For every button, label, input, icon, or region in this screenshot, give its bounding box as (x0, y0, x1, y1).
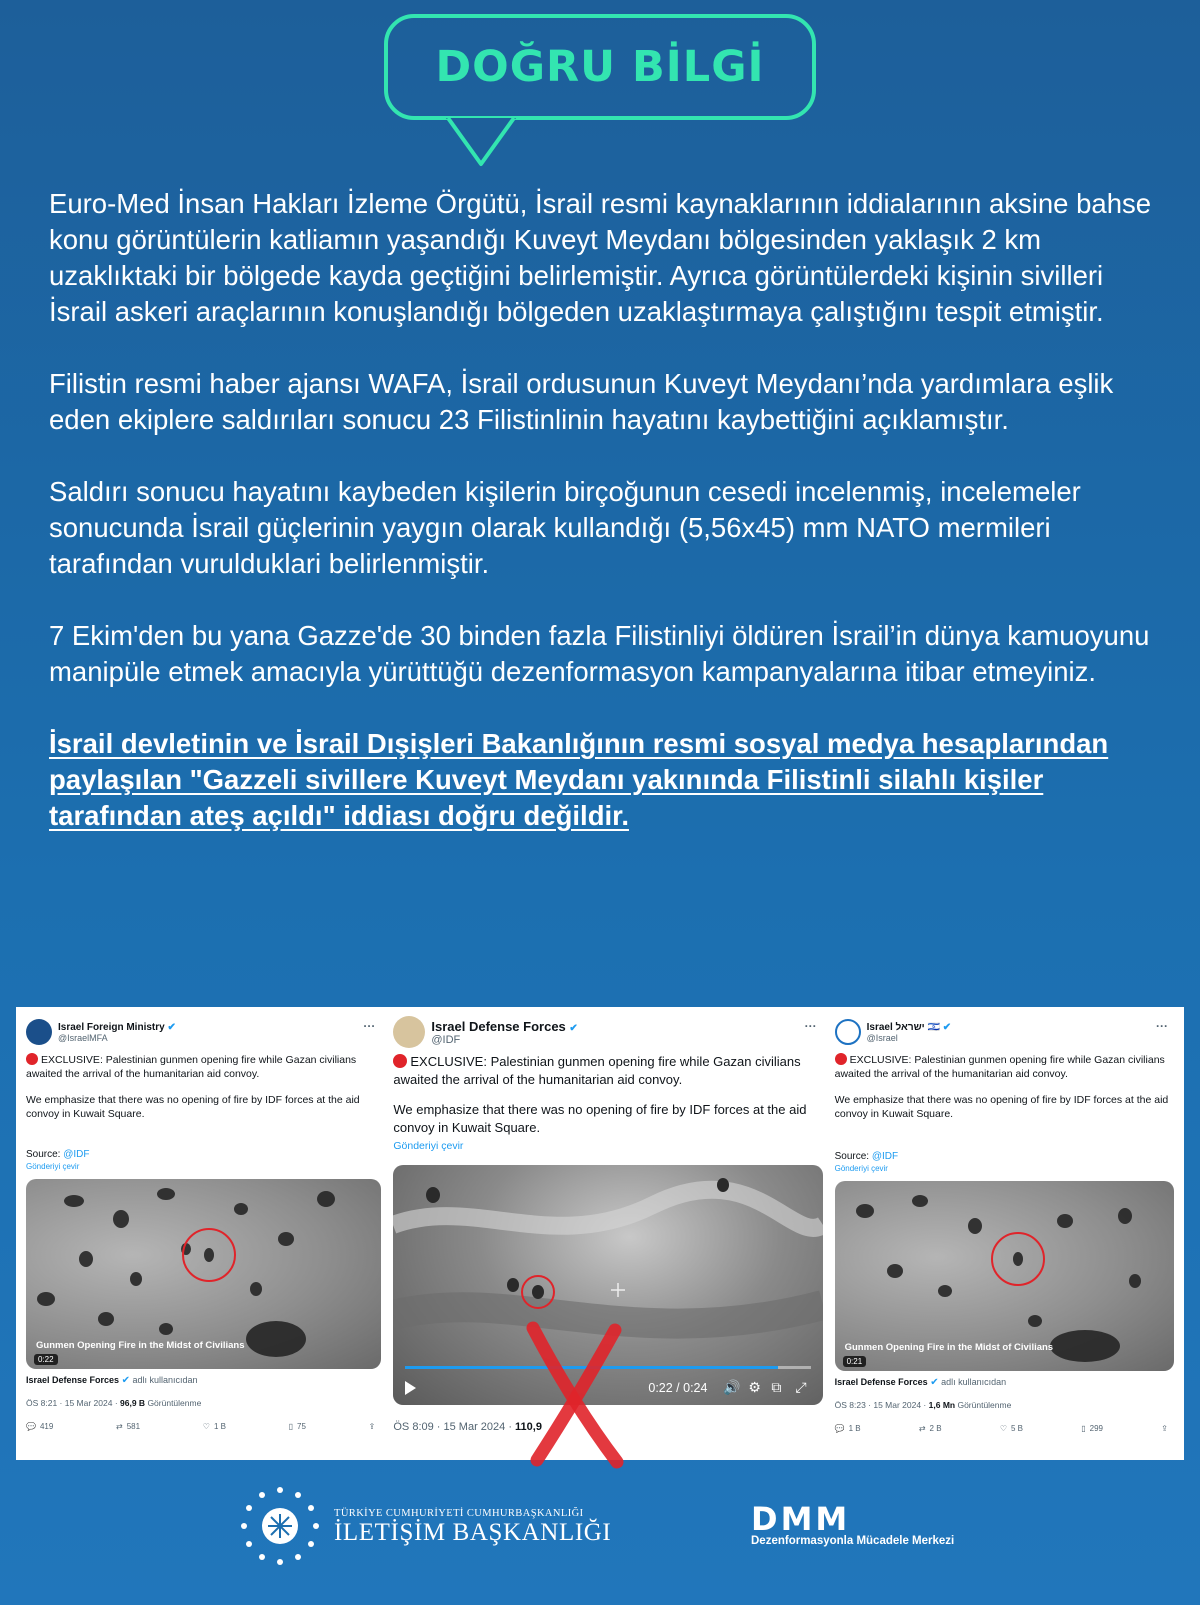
tweet-text-line: EXCLUSIVE: Palestinian gunmen opening fire while Gazan civilians awaited the arrival of the humanitarian aid convoy. (834, 1054, 1165, 1080)
source-label: Source: (834, 1151, 872, 1162)
article-body (49, 186, 1159, 834)
more-options-icon[interactable]: ··· (363, 1019, 376, 1033)
verified-icon: ✔ (930, 1377, 939, 1388)
account-handle[interactable]: @Israel (866, 1032, 898, 1043)
tweet-header (26, 1013, 381, 1051)
views-count: 1,6 Mn (928, 1400, 956, 1410)
reply-count: 1 B (848, 1424, 861, 1433)
tweet-text-line: EXCLUSIVE: Palestinian gunmen opening fire while Gazan civilians awaited the arrival of the humanitarian aid convoy. (393, 1054, 801, 1087)
video-caption: Gunmen Opening Fire in the Midst of Civilians (844, 1342, 1054, 1353)
account-handle[interactable]: @IsraelMFA (58, 1032, 108, 1043)
tagged-by (835, 1377, 1174, 1388)
dmm-logo: DMM (751, 1500, 851, 1538)
verified-icon: ✔ (167, 1021, 176, 1033)
bookmark-icon: ▯ (1081, 1424, 1086, 1433)
tweet-text-line: We emphasize that there was no opening of fire by IDF forces at the aid convoy in Kuwait Square. (393, 1102, 807, 1135)
fullscreen-icon[interactable]: ⤢ (795, 1379, 807, 1395)
tweet-timestamp[interactable]: ÖS 8:21 · 15 Mar 2024 · (26, 1398, 121, 1408)
tagged-account[interactable]: Israel Defense Forces (834, 1377, 928, 1387)
verified-icon: ✔ (942, 1021, 952, 1033)
repost-icon: ⇄ (918, 1424, 926, 1433)
tweet-text-line: We emphasize that there was no opening of fire by IDF forces at the aid convoy in Kuwait Square. (834, 1094, 1169, 1120)
red-circle-icon (393, 1054, 407, 1068)
play-icon[interactable] (405, 1381, 416, 1395)
volume-icon[interactable]: 🔊 (723, 1379, 741, 1395)
heart-icon: ♡ (202, 1422, 210, 1431)
translate-link[interactable]: Gönderiyi çevir (26, 1162, 80, 1171)
repost-icon: ⇄ (116, 1422, 123, 1431)
share-button[interactable] (1161, 1424, 1168, 1433)
verified-icon: ✔ (569, 1022, 578, 1034)
reply-icon: 💬 (26, 1422, 36, 1431)
bookmark-icon: ▯ (288, 1422, 294, 1431)
share-button[interactable] (369, 1422, 376, 1431)
tweet-israel (835, 1013, 1174, 1454)
tweet-source (835, 1151, 1174, 1173)
tweet-meta (835, 1400, 1174, 1410)
org-name-top: TÜRKİYE CUMHURİYETİ CUMHURBAŞKANLIĞI (334, 1508, 584, 1519)
paragraph-autopsy: Saldırı sonucu hayatını kaybeden kişilerin birçoğunun cesedi incelenmiş, incelemeler sonucunda İsrail güçlerinin yaygın olarak kullandığı (5,56x45) mm NATO mermileri tarafından vurulduklari belirlenmiştir. (49, 476, 1081, 579)
video-duration: 0:22 (34, 1354, 58, 1365)
avatar[interactable] (393, 1016, 425, 1048)
tweet-header (835, 1013, 1174, 1051)
source-link[interactable]: @IDF (63, 1149, 90, 1160)
tweet-source (26, 1149, 381, 1171)
red-circle-icon (26, 1053, 38, 1065)
repost-button[interactable] (116, 1422, 140, 1431)
paragraph-wafa: Filistin resmi haber ajansı WAFA, İsrail ordusunun Kuveyt Meydanı’nda yardımlara eşlik eden ekiplere saldırıları sonucu 23 Filistinlinin hayatını kaybettiğini açıklamıştır. (49, 368, 1114, 435)
iletisim-baskanligi-logo-icon (240, 1486, 320, 1566)
tagged-label: adlı kullanıcıdan (132, 1375, 198, 1385)
avatar[interactable] (835, 1019, 861, 1045)
views-count: 96,9 B (120, 1398, 146, 1408)
paragraph-euro-med: Euro-Med İnsan Hakları İzleme Örgütü, İsrail resmi kaynaklarının iddialarının aksine bahse konu görüntülerin katliamın yaşandığı Kuveyt Meydanı bölgesinden yaklaşık 2 km uzaklıktaki bir bölgede kayda geçtiğini belirlemiştir. Ayrıca görüntülerdeki kişinin sivilleri İsrail askeri araçlarının konuşlandığı bölgeden uzaklaştırmaya çalıştığını tespit etmiştir. (49, 188, 1152, 327)
dmm-subtitle: Dezenformasyonla Mücadele Merkezi (751, 1535, 955, 1547)
tweet-actions (835, 1424, 1174, 1433)
flag-icon: 🇮🇱 (927, 1021, 940, 1033)
verified-icon: ✔ (121, 1375, 130, 1386)
video-duration: 0:21 (843, 1356, 867, 1367)
reply-icon: 💬 (834, 1424, 845, 1433)
paragraph-warning: 7 Ekim'den bu yana Gazze'de 30 binden fazla Filistinliyi öldüren İsrail’in dünya kamuoyunu manipüle etmek amacıyla yürüttüğü dezenformasyon kampanyalarına itibar etmeyiniz. (49, 620, 1150, 687)
repost-button[interactable] (919, 1424, 942, 1433)
source-link[interactable]: @IDF (871, 1151, 899, 1162)
reply-count: 419 (39, 1422, 54, 1431)
share-icon: ⇪ (1161, 1424, 1168, 1433)
bookmark-button[interactable] (289, 1422, 306, 1431)
more-options-icon[interactable]: ··· (1156, 1019, 1168, 1033)
source-label: Source: (26, 1149, 64, 1160)
like-button[interactable] (203, 1422, 226, 1431)
tweet-video[interactable] (835, 1181, 1174, 1371)
pip-icon[interactable]: ⧉ (771, 1379, 782, 1395)
tagged-account[interactable]: Israel Defense Forces (26, 1375, 120, 1385)
bookmark-button[interactable] (1081, 1424, 1103, 1433)
reply-button[interactable] (835, 1424, 861, 1433)
account-name[interactable]: Israel Foreign Ministry ✔ (58, 1021, 176, 1033)
conclusion-statement: İsrail devletinin ve İsrail Dışişleri Bakanlığının resmi sosyal medya hesaplarından paylaşılan "Gazzeli sivillere Kuveyt Meydanı yakınında Filistinli silahlı kişiler tarafından ateş açıldı" iddiası doğru değildir. (49, 728, 1109, 831)
avatar[interactable] (26, 1019, 52, 1045)
heart-icon: ♡ (999, 1424, 1007, 1433)
tweet-text (393, 1053, 822, 1155)
account-name[interactable]: Israel ישראל 🇮🇱 ✔ (866, 1021, 952, 1033)
views-count: 110,9 (515, 1421, 542, 1433)
video-caption: Gunmen Opening Fire in the Midst of Civilians (36, 1340, 245, 1351)
tweet-meta (26, 1398, 381, 1408)
share-icon: ⇪ (368, 1422, 376, 1431)
more-options-icon[interactable]: ··· (804, 1019, 817, 1033)
account-handle[interactable]: @IDF (431, 1033, 461, 1046)
tweet-israel-mfa (26, 1013, 381, 1454)
tweet-text (26, 1053, 381, 1121)
tagged-by (26, 1375, 381, 1386)
translate-link[interactable]: Gönderiyi çevir (834, 1164, 888, 1173)
settings-icon[interactable]: ⚙ (748, 1379, 761, 1395)
repost-count: 581 (126, 1422, 141, 1431)
like-button[interactable] (1000, 1424, 1023, 1433)
reply-button[interactable] (26, 1422, 53, 1431)
speech-bubble-tail (446, 118, 516, 170)
verdict-badge (384, 14, 816, 120)
repost-count: 2 B (929, 1424, 942, 1433)
tweet-text-line: We emphasize that there was no opening of fire by IDF forces at the aid convoy in Kuwait Square. (26, 1094, 360, 1120)
tweet-text-line: EXCLUSIVE: Palestinian gunmen opening fire while Gazan civilians awaited the arrival of the humanitarian aid convoy. (26, 1054, 357, 1080)
tweet-text (835, 1053, 1174, 1121)
like-count: 1 B (213, 1422, 226, 1431)
red-circle-icon (835, 1053, 847, 1065)
like-count: 5 B (1010, 1424, 1023, 1433)
tagged-label: adlı kullanıcıdan (941, 1377, 1007, 1387)
tweet-timestamp[interactable]: ÖS 8:09 · 15 Mar 2024 · (393, 1421, 516, 1433)
org-name-main: İLETİŞİM BAŞKANLIĞI (334, 1519, 612, 1546)
account-name[interactable]: Israel Defense Forces ✔ (431, 1018, 578, 1034)
video-time: 0:22 / 0:24 (648, 1381, 708, 1395)
badge-title: DOĞRU BİLGİ (435, 42, 765, 92)
tweet-video[interactable] (26, 1179, 381, 1369)
bookmark-count: 299 (1089, 1424, 1104, 1433)
tweet-actions (26, 1422, 381, 1431)
views-label: Görüntülenme (145, 1398, 202, 1408)
tweet-header (393, 1013, 822, 1051)
views-label: Görüntülenme (955, 1400, 1012, 1410)
tweet-timestamp[interactable]: ÖS 8:23 · 15 Mar 2024 · (834, 1400, 929, 1410)
false-cross-mark-icon (525, 1320, 625, 1470)
bookmark-count: 75 (297, 1422, 306, 1431)
translate-link[interactable]: Gönderiyi çevir (393, 1140, 464, 1152)
